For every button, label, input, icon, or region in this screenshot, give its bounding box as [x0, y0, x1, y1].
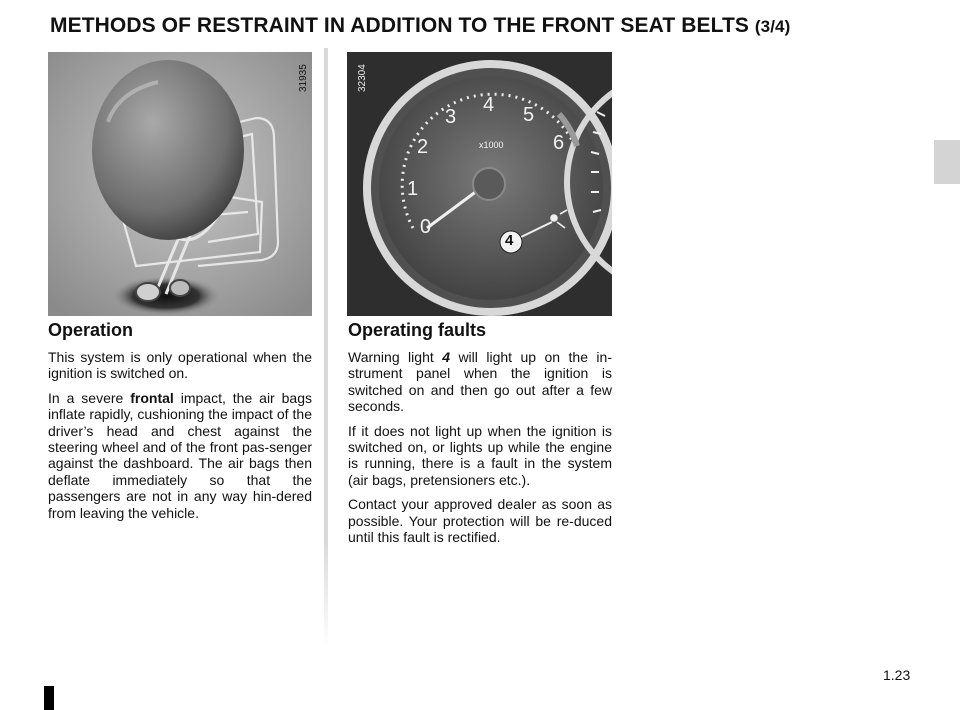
instrument-panel-figure	[347, 52, 612, 316]
faults-paragraph-2: If it does not light up when the ignition is switched on, or lights up while the engine is running, there is a fault in the system (air bags, pretensioners etc.).	[348, 422, 612, 488]
operation-p2-start: In a severe	[48, 389, 131, 406]
column-divider	[324, 48, 328, 648]
operation-p2-bold: frontal	[130, 389, 174, 406]
gauge-number-2: 2	[417, 136, 429, 158]
gauge-number-4: 4	[483, 94, 495, 116]
figure-ref-right: 32304	[357, 64, 368, 92]
operation-heading: Operation	[48, 320, 134, 340]
faults-section	[348, 320, 612, 553]
corner-mark	[44, 686, 54, 710]
operation-p2-end: impact, the air bags inflate rapidly, cushioning the impact of the driver’s head and chest against the steering wheel and of the front pas-senger against the dashboard. The air bags then deflate immediately so that the passengers are not in any way hin-dered from leaving the vehicle.	[48, 389, 312, 521]
faults-p1-ref: 4	[442, 349, 450, 365]
airbag-seat-illustration-icon	[48, 52, 312, 316]
gauge-number-0: 0	[420, 216, 432, 238]
title-text: METHODS OF RESTRAINT IN ADDITION TO THE FRONT SEAT BELTS	[50, 14, 749, 37]
faults-heading: Operating faults	[348, 320, 487, 340]
operation-paragraph-2	[48, 390, 312, 521]
faults-p1-start: Warning light	[348, 349, 443, 365]
operation-paragraph-1: This system is only operational when the ignition is switched on.	[48, 349, 312, 382]
page-number: 1.23	[883, 667, 911, 683]
gauge-unit: x1000	[479, 140, 504, 150]
title-part: (3/4)	[754, 17, 791, 36]
gauge-number-1: 1	[407, 178, 419, 200]
tachometer-icon	[347, 52, 612, 316]
faults-paragraph-1	[348, 349, 612, 415]
faults-p1-end: will light up on the in-strument panel when the ignition is switched on and then go out after a few seconds.	[348, 349, 612, 415]
callout-4: 4	[505, 232, 514, 249]
airbag-figure	[48, 52, 312, 316]
gauge-number-3: 3	[445, 106, 457, 128]
figure-ref-left: 31935	[298, 64, 309, 92]
faults-paragraph-3: Contact your approved dealer as soon as possible. Your protection will be re-duced until this fault is rectified.	[348, 496, 612, 546]
section-tab	[934, 140, 960, 184]
gauge-number-5: 5	[523, 104, 535, 126]
gauge-number-6: 6	[553, 132, 565, 154]
page-title	[50, 14, 930, 38]
operation-section	[48, 320, 312, 529]
